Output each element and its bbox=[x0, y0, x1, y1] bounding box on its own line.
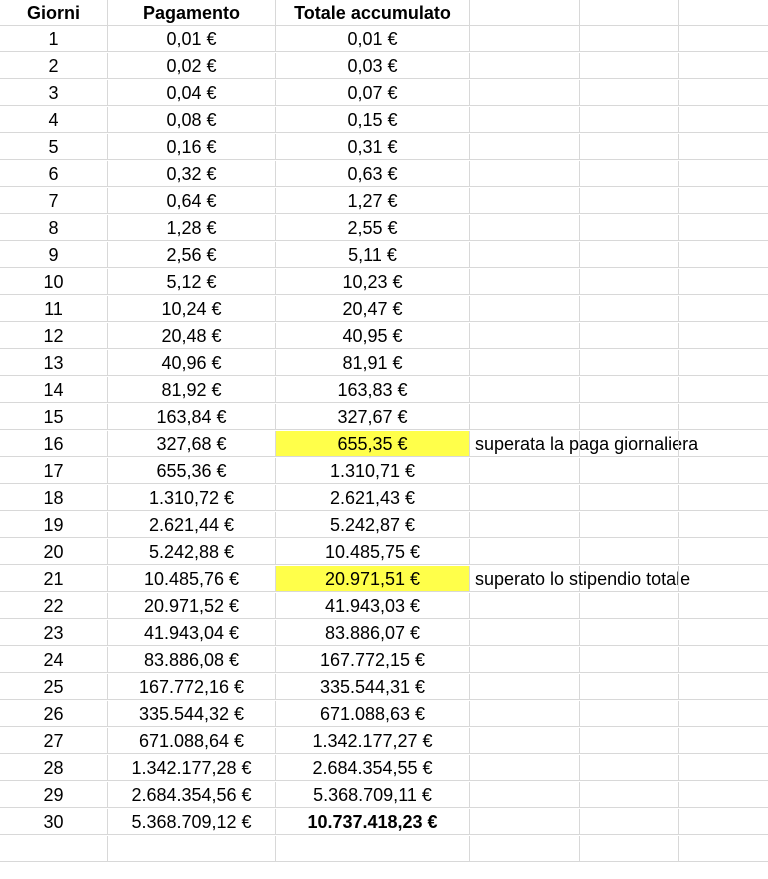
cell-totale[interactable]: 10.737.418,23 € bbox=[276, 809, 470, 835]
cell-giorno[interactable]: 15 bbox=[0, 404, 108, 430]
table-row bbox=[0, 188, 768, 215]
empty-cell[interactable] bbox=[580, 485, 679, 511]
empty-cell[interactable] bbox=[580, 809, 679, 835]
cell-giorno[interactable]: 24 bbox=[0, 647, 108, 673]
table-row bbox=[0, 809, 768, 836]
cell-giorno[interactable]: 18 bbox=[0, 485, 108, 511]
cell-giorno[interactable]: 16 bbox=[0, 431, 108, 457]
cell-giorno[interactable]: 25 bbox=[0, 674, 108, 700]
cell-giorno[interactable]: 11 bbox=[0, 296, 108, 322]
cell-pagamento[interactable]: 81,92 € bbox=[108, 377, 276, 403]
cell-note[interactable] bbox=[470, 377, 580, 403]
cell-totale[interactable]: 167.772,15 € bbox=[276, 647, 470, 673]
cell-pagamento[interactable]: 0,32 € bbox=[108, 161, 276, 187]
table-row bbox=[0, 404, 768, 431]
empty-cell[interactable] bbox=[580, 404, 679, 430]
empty-cell[interactable] bbox=[679, 242, 768, 268]
table-row bbox=[0, 80, 768, 107]
cell-pagamento[interactable]: 20,48 € bbox=[108, 323, 276, 349]
header-pagamento[interactable]: Pagamento bbox=[108, 0, 276, 26]
cell-giorno[interactable]: 8 bbox=[0, 215, 108, 241]
cell-pagamento[interactable]: 0,04 € bbox=[108, 80, 276, 106]
cell-giorno[interactable]: 1 bbox=[0, 26, 108, 52]
cell-giorno[interactable]: 13 bbox=[0, 350, 108, 376]
table-row bbox=[0, 836, 768, 863]
table-row bbox=[0, 53, 768, 80]
empty-cell[interactable] bbox=[580, 512, 679, 538]
cell-note[interactable] bbox=[470, 809, 580, 835]
cell-totale[interactable]: 10.485,75 € bbox=[276, 539, 470, 565]
header-row bbox=[0, 0, 768, 27]
empty-cell[interactable] bbox=[679, 134, 768, 160]
table-row bbox=[0, 269, 768, 296]
table-row bbox=[0, 674, 768, 701]
cell-totale[interactable]: 0,15 € bbox=[276, 107, 470, 133]
cell-pagamento[interactable]: 5.368.709,12 € bbox=[108, 809, 276, 835]
cell-note[interactable] bbox=[470, 80, 580, 106]
cell-totale[interactable]: 0,01 € bbox=[276, 26, 470, 52]
empty-cell[interactable] bbox=[580, 107, 679, 133]
table-row bbox=[0, 728, 768, 755]
cell-totale[interactable]: 327,67 € bbox=[276, 404, 470, 430]
empty-cell[interactable] bbox=[679, 674, 768, 700]
table-row bbox=[0, 134, 768, 161]
cell-giorno[interactable]: 29 bbox=[0, 782, 108, 808]
empty-cell[interactable] bbox=[580, 26, 679, 52]
cell-pagamento[interactable]: 20.971,52 € bbox=[108, 593, 276, 619]
cell-pagamento[interactable]: 2.684.354,56 € bbox=[108, 782, 276, 808]
empty-cell[interactable] bbox=[470, 0, 580, 26]
empty-cell[interactable] bbox=[679, 485, 768, 511]
empty-cell[interactable] bbox=[679, 188, 768, 214]
cell-giorno[interactable]: 19 bbox=[0, 512, 108, 538]
cell-pagamento[interactable]: 0,01 € bbox=[108, 26, 276, 52]
empty-cell[interactable] bbox=[679, 701, 768, 727]
cell-pagamento[interactable]: 0,08 € bbox=[108, 107, 276, 133]
cell-giorno[interactable]: 26 bbox=[0, 701, 108, 727]
empty-cell[interactable] bbox=[679, 404, 768, 430]
cell-note[interactable] bbox=[470, 350, 580, 376]
empty-cell[interactable] bbox=[679, 323, 768, 349]
cell-note[interactable] bbox=[470, 323, 580, 349]
cell-note[interactable] bbox=[470, 647, 580, 673]
cell-pagamento[interactable]: 1.310,72 € bbox=[108, 485, 276, 511]
cell-note[interactable] bbox=[470, 701, 580, 727]
table-row bbox=[0, 26, 768, 53]
cell-giorno[interactable]: 22 bbox=[0, 593, 108, 619]
cell-pagamento[interactable]: 10.485,76 € bbox=[108, 566, 276, 592]
empty-cell[interactable] bbox=[580, 269, 679, 295]
cell-pagamento[interactable]: 671.088,64 € bbox=[108, 728, 276, 754]
cell-giorno[interactable]: 14 bbox=[0, 377, 108, 403]
empty-cell[interactable] bbox=[580, 566, 679, 592]
empty-cell[interactable] bbox=[679, 539, 768, 565]
cell-totale[interactable]: 655,35 € bbox=[276, 431, 470, 457]
empty-cell[interactable] bbox=[679, 296, 768, 322]
cell-note[interactable] bbox=[470, 512, 580, 538]
empty-cell[interactable] bbox=[580, 377, 679, 403]
header-giorni[interactable]: Giorni bbox=[0, 0, 108, 26]
table-row bbox=[0, 215, 768, 242]
cell-giorno[interactable]: 30 bbox=[0, 809, 108, 835]
cell-totale[interactable]: 5.242,87 € bbox=[276, 512, 470, 538]
table-row bbox=[0, 539, 768, 566]
empty-cell[interactable] bbox=[580, 350, 679, 376]
cell-note[interactable] bbox=[470, 782, 580, 808]
table-row bbox=[0, 512, 768, 539]
table-row bbox=[0, 458, 768, 485]
table-row bbox=[0, 431, 768, 458]
cell-totale[interactable]: 0,03 € bbox=[276, 53, 470, 79]
empty-cell[interactable] bbox=[679, 377, 768, 403]
empty-cell[interactable] bbox=[580, 593, 679, 619]
cell-giorno[interactable]: 17 bbox=[0, 458, 108, 484]
empty-cell[interactable] bbox=[679, 350, 768, 376]
cell-pagamento[interactable] bbox=[108, 836, 276, 862]
cell-pagamento[interactable]: 655,36 € bbox=[108, 458, 276, 484]
cell-giorno[interactable]: 9 bbox=[0, 242, 108, 268]
table-row bbox=[0, 620, 768, 647]
cell-totale[interactable]: 1.310,71 € bbox=[276, 458, 470, 484]
cell-note[interactable] bbox=[470, 161, 580, 187]
table-row bbox=[0, 647, 768, 674]
cell-pagamento[interactable]: 0,64 € bbox=[108, 188, 276, 214]
empty-cell[interactable] bbox=[580, 836, 679, 862]
empty-cell[interactable] bbox=[580, 188, 679, 214]
empty-cell[interactable] bbox=[580, 755, 679, 781]
cell-pagamento[interactable]: 0,02 € bbox=[108, 53, 276, 79]
cell-totale[interactable]: 1.342.177,27 € bbox=[276, 728, 470, 754]
cell-totale[interactable]: 2,55 € bbox=[276, 215, 470, 241]
cell-note[interactable] bbox=[470, 296, 580, 322]
cell-giorno[interactable]: 21 bbox=[0, 566, 108, 592]
cell-pagamento[interactable]: 163,84 € bbox=[108, 404, 276, 430]
table-row bbox=[0, 296, 768, 323]
cell-note[interactable] bbox=[470, 404, 580, 430]
cell-pagamento[interactable]: 327,68 € bbox=[108, 431, 276, 457]
empty-cell[interactable] bbox=[679, 431, 768, 457]
cell-note[interactable] bbox=[470, 458, 580, 484]
cell-note[interactable] bbox=[470, 836, 580, 862]
cell-pagamento[interactable]: 5,12 € bbox=[108, 269, 276, 295]
empty-cell[interactable] bbox=[679, 593, 768, 619]
empty-cell[interactable] bbox=[679, 512, 768, 538]
empty-cell[interactable] bbox=[679, 269, 768, 295]
empty-cell[interactable] bbox=[580, 458, 679, 484]
cell-giorno[interactable]: 20 bbox=[0, 539, 108, 565]
table-row bbox=[0, 566, 768, 593]
cell-giorno[interactable]: 2 bbox=[0, 53, 108, 79]
empty-cell[interactable] bbox=[580, 161, 679, 187]
cell-totale[interactable]: 2.684.354,55 € bbox=[276, 755, 470, 781]
empty-cell[interactable] bbox=[679, 755, 768, 781]
empty-cell[interactable] bbox=[580, 80, 679, 106]
cell-totale[interactable]: 40,95 € bbox=[276, 323, 470, 349]
empty-cell[interactable] bbox=[580, 323, 679, 349]
empty-cell[interactable] bbox=[580, 782, 679, 808]
empty-cell[interactable] bbox=[679, 836, 768, 862]
empty-cell[interactable] bbox=[580, 53, 679, 79]
cell-pagamento[interactable]: 2.621,44 € bbox=[108, 512, 276, 538]
empty-cell[interactable] bbox=[679, 566, 768, 592]
header-totale[interactable]: Totale accumulato bbox=[276, 0, 470, 26]
table-row bbox=[0, 350, 768, 377]
cell-giorno[interactable]: 10 bbox=[0, 269, 108, 295]
cell-giorno[interactable]: 27 bbox=[0, 728, 108, 754]
cell-giorno[interactable]: 23 bbox=[0, 620, 108, 646]
cell-totale[interactable]: 83.886,07 € bbox=[276, 620, 470, 646]
empty-cell[interactable] bbox=[580, 134, 679, 160]
cell-totale[interactable]: 20.971,51 € bbox=[276, 566, 470, 592]
cell-totale[interactable]: 41.943,03 € bbox=[276, 593, 470, 619]
cell-pagamento[interactable]: 2,56 € bbox=[108, 242, 276, 268]
cell-note[interactable] bbox=[470, 620, 580, 646]
cell-pagamento[interactable]: 1,28 € bbox=[108, 215, 276, 241]
cell-pagamento[interactable]: 5.242,88 € bbox=[108, 539, 276, 565]
cell-giorno[interactable]: 12 bbox=[0, 323, 108, 349]
cell-totale[interactable]: 0,07 € bbox=[276, 80, 470, 106]
empty-cell[interactable] bbox=[580, 296, 679, 322]
cell-giorno[interactable]: 5 bbox=[0, 134, 108, 160]
empty-cell[interactable] bbox=[679, 647, 768, 673]
cell-pagamento[interactable]: 41.943,04 € bbox=[108, 620, 276, 646]
cell-note[interactable] bbox=[470, 674, 580, 700]
empty-cell[interactable] bbox=[580, 728, 679, 754]
cell-totale[interactable]: 2.621,43 € bbox=[276, 485, 470, 511]
empty-cell[interactable] bbox=[679, 620, 768, 646]
cell-note[interactable] bbox=[470, 188, 580, 214]
cell-totale[interactable]: 0,63 € bbox=[276, 161, 470, 187]
cell-giorno[interactable]: 7 bbox=[0, 188, 108, 214]
empty-cell[interactable] bbox=[580, 539, 679, 565]
table-row bbox=[0, 377, 768, 404]
cell-pagamento[interactable]: 40,96 € bbox=[108, 350, 276, 376]
cell-totale[interactable]: 163,83 € bbox=[276, 377, 470, 403]
empty-cell[interactable] bbox=[679, 53, 768, 79]
cell-pagamento[interactable]: 335.544,32 € bbox=[108, 701, 276, 727]
cell-pagamento[interactable]: 10,24 € bbox=[108, 296, 276, 322]
cell-giorno[interactable]: 28 bbox=[0, 755, 108, 781]
empty-cell[interactable] bbox=[679, 215, 768, 241]
cell-note[interactable] bbox=[470, 755, 580, 781]
table-row bbox=[0, 323, 768, 350]
cell-note[interactable] bbox=[470, 485, 580, 511]
empty-cell[interactable] bbox=[580, 674, 679, 700]
empty-cell[interactable] bbox=[580, 0, 679, 26]
empty-cell[interactable] bbox=[580, 431, 679, 457]
cell-giorno[interactable]: 4 bbox=[0, 107, 108, 133]
cell-note[interactable]: superata la paga giornaliera bbox=[470, 431, 580, 457]
table-row bbox=[0, 107, 768, 134]
empty-cell[interactable] bbox=[679, 80, 768, 106]
cell-totale[interactable]: 335.544,31 € bbox=[276, 674, 470, 700]
table-row bbox=[0, 242, 768, 269]
cell-note[interactable] bbox=[470, 26, 580, 52]
cell-note[interactable] bbox=[470, 269, 580, 295]
cell-note[interactable] bbox=[470, 242, 580, 268]
table-row bbox=[0, 485, 768, 512]
empty-cell[interactable] bbox=[679, 0, 768, 26]
empty-cell[interactable] bbox=[679, 161, 768, 187]
empty-cell[interactable] bbox=[580, 620, 679, 646]
cell-totale[interactable]: 1,27 € bbox=[276, 188, 470, 214]
empty-cell[interactable] bbox=[580, 647, 679, 673]
empty-cell[interactable] bbox=[679, 26, 768, 52]
cell-giorno[interactable] bbox=[0, 836, 108, 862]
cell-totale[interactable]: 10,23 € bbox=[276, 269, 470, 295]
cell-giorno[interactable]: 3 bbox=[0, 80, 108, 106]
cell-note[interactable]: superato lo stipendio totale bbox=[470, 566, 580, 592]
empty-cell[interactable] bbox=[679, 782, 768, 808]
cell-totale[interactable]: 20,47 € bbox=[276, 296, 470, 322]
cell-pagamento[interactable]: 1.342.177,28 € bbox=[108, 755, 276, 781]
cell-note[interactable] bbox=[470, 215, 580, 241]
table-row bbox=[0, 161, 768, 188]
cell-totale[interactable] bbox=[276, 836, 470, 862]
empty-cell[interactable] bbox=[580, 242, 679, 268]
empty-cell[interactable] bbox=[679, 809, 768, 835]
cell-note[interactable] bbox=[470, 53, 580, 79]
cell-note[interactable] bbox=[470, 728, 580, 754]
cell-totale[interactable]: 5.368.709,11 € bbox=[276, 782, 470, 808]
table-row bbox=[0, 782, 768, 809]
cell-pagamento[interactable]: 83.886,08 € bbox=[108, 647, 276, 673]
cell-totale[interactable]: 81,91 € bbox=[276, 350, 470, 376]
cell-note[interactable] bbox=[470, 107, 580, 133]
cell-note[interactable] bbox=[470, 593, 580, 619]
cell-totale[interactable]: 0,31 € bbox=[276, 134, 470, 160]
cell-totale[interactable]: 5,11 € bbox=[276, 242, 470, 268]
cell-note[interactable] bbox=[470, 134, 580, 160]
cell-pagamento[interactable]: 167.772,16 € bbox=[108, 674, 276, 700]
cell-pagamento[interactable]: 0,16 € bbox=[108, 134, 276, 160]
empty-cell[interactable] bbox=[679, 728, 768, 754]
empty-cell[interactable] bbox=[580, 701, 679, 727]
table-row bbox=[0, 755, 768, 782]
cell-giorno[interactable]: 6 bbox=[0, 161, 108, 187]
empty-cell[interactable] bbox=[679, 458, 768, 484]
table-row bbox=[0, 701, 768, 728]
cell-totale[interactable]: 671.088,63 € bbox=[276, 701, 470, 727]
empty-cell[interactable] bbox=[580, 215, 679, 241]
empty-cell[interactable] bbox=[679, 107, 768, 133]
table-row bbox=[0, 593, 768, 620]
cell-note[interactable] bbox=[470, 539, 580, 565]
